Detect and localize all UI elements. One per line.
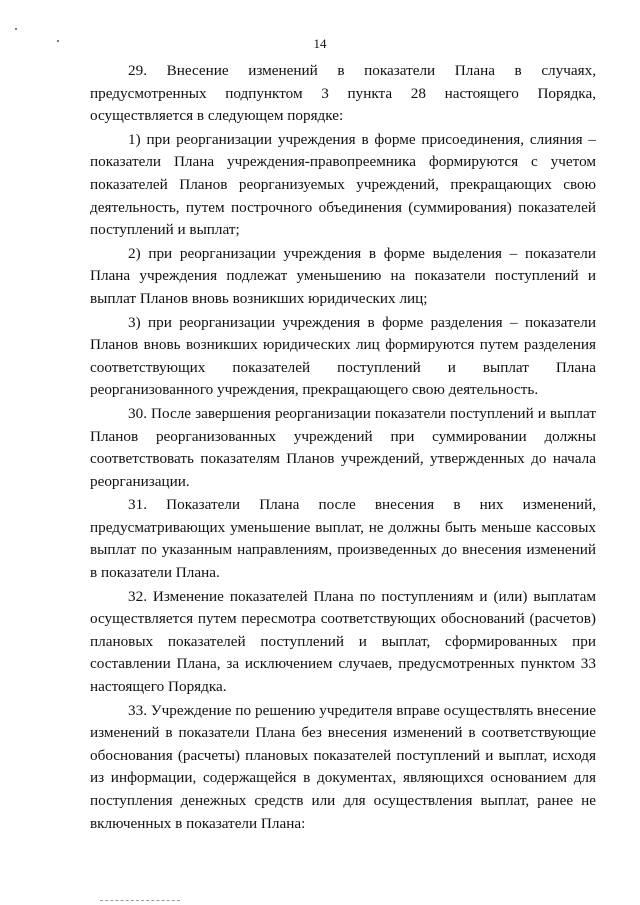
document-body <box>90 60 596 836</box>
paragraph-29-item-3: 3) при реорганизации учреждения в форме разделения – показатели Планов вновь возникших юридических лиц формируются путем разделения соответствующих показателей поступлений и выплат Плана реорганизованного учреждения, прекращающего свою деятельность. <box>90 313 596 399</box>
page-number: 14 <box>313 36 327 51</box>
paragraph-32: 32. Изменение показателей Плана по поступлениям и (или) выплатам осуществляется путем пересмотра соответствующих обоснований (расчетов) плановых показателей поступлений и выплат, сформированных при составлении Плана, за исключением случаев, предусмотренных пунктом 33 настоящего Порядка. <box>90 587 596 696</box>
paragraph-29-item-2: 2) при реорганизации учреждения в форме выделения – показатели Плана учреждения подлежат уменьшению на показатели поступлений и выплат Планов вновь возникших юридических лиц; <box>90 244 596 307</box>
paragraph-30: 30. После завершения реорганизации показатели поступлений и выплат Планов реорганизованных учреждений при суммировании должны соответствовать показателям Планов учреждений, утвержденных до начала реорганизации. <box>90 404 596 490</box>
paragraph-29: 29. Внесение изменений в показатели Плана в случаях, предусмотренных подпунктом 3 пункта 28 настоящего Порядка, осуществляется в следующем порядке: <box>90 62 596 125</box>
paragraph-33: 33. Учреждение по решению учредителя вправе осуществлять внесение изменений в показатели Плана без внесения изменений в соответствующие обоснования (расчеты) плановых показателей поступлений и выплат, исходя из информации, содержащейся в документах, являющихся основанием для поступления денежных средств или для осуществления выплат, ранее не включенных в показатели Плана: <box>90 701 596 832</box>
scan-speck <box>15 28 17 30</box>
scan-edge-mark <box>100 900 180 902</box>
paragraph-29-item-1: 1) при реорганизации учреждения в форме присоединения, слияния – показатели Плана учреждения-правопреемника формируются с учетом показателей Планов реорганизуемых учреждений, прекращающих свою деятельность, путем построчного объединения (суммирования) показателей поступлений и выплат; <box>90 130 596 239</box>
paragraph-31: 31. Показатели Плана после внесения в них изменений, предусматривающих уменьшение выплат, не должны быть меньше кассовых выплат по указанным направлениям, произведенных до внесения изменений в показатели Плана. <box>90 496 596 582</box>
